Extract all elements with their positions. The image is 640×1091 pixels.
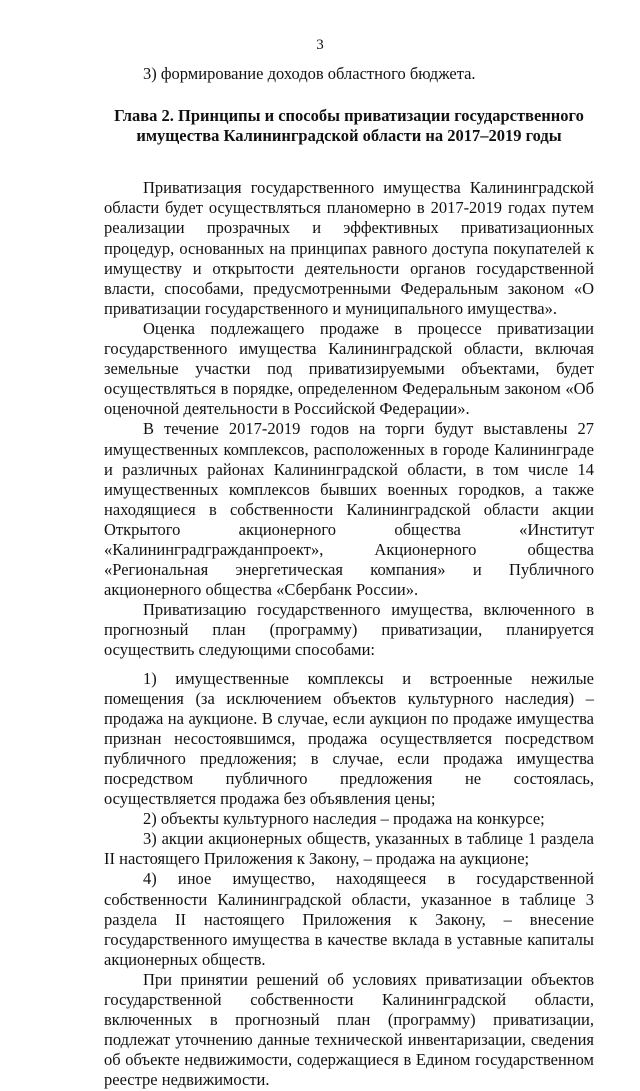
chapter-title — [104, 106, 594, 146]
list-item-1: 1) имущественные комплексы и встроенные нежилые помещения (за исключением объектов культурного наследия) – продажа на аукционе. В случае, если аукцион по продаже имущества признан несостоявшимся, продажа осуществляется посредством публичного предложения; в случае, если продажа имущества посредством публичного предложения не состоялась, осуществляется продажа без объявления цены; — [104, 668, 594, 809]
chapter-title-line-1: Глава 2. Принципы и способы приватизации государственного — [114, 106, 584, 126]
chapter-title-line-2: имущества Калининградской области на 2017–2019 годы — [136, 126, 562, 146]
list-item-4: 4) иное имущество, находящееся в государственной собственности Калининградской области, указанное в таблице 3 раздела II настоящего Приложения к Закону, – внесение государственного имущества в качестве вклада в уставные капиталы акционерных обществ. — [104, 869, 594, 969]
page-number: 3 — [316, 37, 324, 53]
paragraph-valuation: Оценка подлежащего продаже в процессе приватизации государственного имущества Калининградской области, включая земельные участки под приватизируемыми объектами, будет осуществляться в порядке, определенном Федеральным законом «Об оценочной деятельности в Российской Федерации». — [104, 318, 594, 419]
list-item-3: 3) акции акционерных обществ, указанных в таблице 1 раздела II настоящего Приложения к Закону, – продажа на аукционе; — [104, 829, 594, 869]
paragraph-auction-assets: В течение 2017-2019 годов на торги будут выставлены 27 имущественных комплексов, расположенных в городе Калининграде и различных районах Калининградской области, в том числе 14 имущественных комплексов бывших военных городков, а также находящиеся в собственности Калининградской области акции Открытого акционерного общества «Институт «Калининградгражданпроект», Акционерного общества «Региональная энергетическая компания» и Публичного акционерного общества «Сбербанк России». — [104, 419, 594, 600]
list-item-2: 2) объекты культурного наследия – продажа на конкурсе; — [143, 809, 545, 829]
document-body — [104, 64, 594, 1091]
paragraph-decisions: При принятии решений об условиях приватизации объектов государственной собственности Калининградской области, включенных в прогнозный план (программу) приватизации, подлежат уточнению данные технической инвентаризации, сведения об объекте недвижимости, содержащиеся в Едином государственном реестре недвижимости. — [104, 969, 594, 1090]
paragraph-methods-intro: Приватизацию государственного имущества, включенного в прогнозный план (программу) приватизации, планируется осуществить следующими способами: — [104, 600, 594, 660]
paragraph-privatization-plan: Приватизация государственного имущества Калининградской области будет осуществляться планомерно в 2017-2019 годах путем реализации прозрачных и эффективных приватизационных процедур, основанных на принципах равного доступа покупателей к имуществу и открытости деятельности органов государственной власти, способами, предусмотренными Федеральным законом «О приватизации государственного и муниципального имущества». — [104, 178, 594, 318]
intro-list-item: 3) формирование доходов областного бюджета. — [143, 64, 476, 83]
